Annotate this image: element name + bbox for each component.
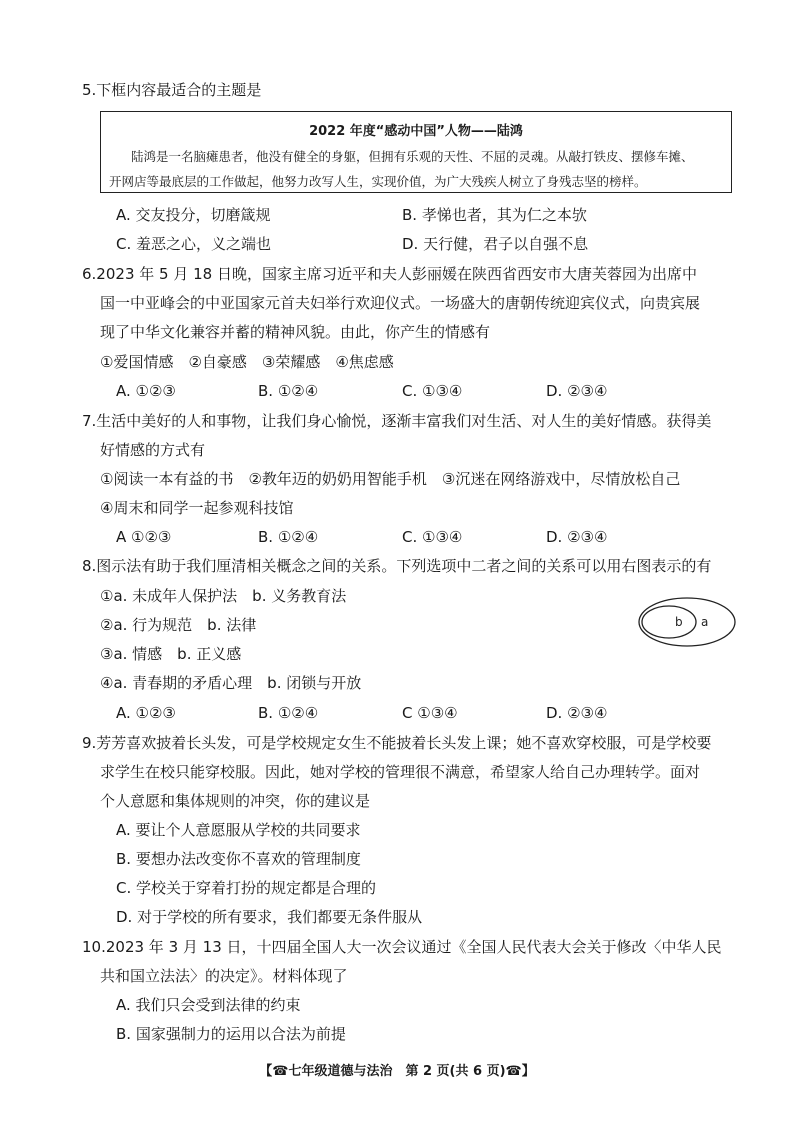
q7-items-line2: ④周末和同学一起参观科技馆 — [100, 499, 294, 517]
q8-item1: ①a. 未成年人保护法 b. 义务教育法 — [100, 587, 347, 605]
q8-option-c: C ①③④ — [402, 704, 458, 722]
q8-item3: ③a. 情感 b. 正义感 — [100, 645, 242, 663]
q9-option-b: B. 要想办法改变你不喜欢的管理制度 — [116, 850, 361, 868]
venn-diagram — [637, 596, 737, 648]
q8-option-b: B. ①②④ — [258, 704, 319, 722]
q6-stem-line3: 现了中华文化兼容并蓄的精神风貌。由此，你产生的情感有 — [100, 323, 491, 341]
q6-stem-line2: 国一中亚峰会的中亚国家元首夫妇举行欢迎仪式。一场盛大的唐朝传统迎宾仪式，向贵宾展 — [100, 294, 701, 312]
q7-items-line1: ①阅读一本有益的书 ②教年迈的奶奶用智能手机 ③沉迷在网络游戏中，尽情放松自己 — [100, 470, 681, 488]
q7-option-a: A ①②③ — [116, 528, 172, 546]
q9-option-a: A. 要让个人意愿服从学校的共同要求 — [116, 821, 361, 839]
q5-option-c: C. 羞恶之心，义之端也 — [116, 235, 272, 253]
q9-stem-line2: 求学生在校只能穿校服。因此，她对学校的管理很不满意，希望家人给自己办理转学。面对 — [100, 763, 701, 781]
page-footer: 【☎七年级道德与法治 第 2 页(共 6 页)☎】 — [259, 1064, 535, 1079]
q6-option-d: D. ②③④ — [546, 382, 608, 400]
q9-option-d: D. 对于学校的所有要求，我们都要无条件服从 — [116, 908, 423, 926]
q6-items: ①爱国情感 ②自豪感 ③荣耀感 ④焦虑感 — [100, 353, 394, 371]
q10-option-a: A. 我们只会受到法律的约束 — [116, 996, 301, 1014]
q9-stem-line3: 个人意愿和集体规则的冲突，你的建议是 — [100, 792, 371, 810]
q7-stem-line1: 7.生活中美好的人和事物，让我们身心愉悦，逐渐丰富我们对生活、对人生的美好情感。获得美 — [82, 412, 712, 430]
q5-option-d: D. 天行健，君子以自强不息 — [402, 235, 589, 253]
q5-option-b: B. 孝悌也者，其为仁之本欤 — [402, 206, 587, 224]
q5-option-a: A. 交友投分，切磨箴规 — [116, 206, 271, 224]
q7-option-c: C. ①③④ — [402, 528, 463, 546]
q6-stem-line1: 6.2023 年 5 月 18 日晚，国家主席习近平和夫人彭丽媛在陕西省西安市大唐芙蓉园为出席中 — [82, 265, 697, 283]
q8-stem-line1: 8.图示法有助于我们厘清相关概念之间的关系。下列选项中二者之间的关系可以用右图表示的有 — [82, 557, 712, 575]
q9-stem-line1: 9.芳芳喜欢披着长头发，可是学校规定女生不能披着长头发上课；她不喜欢穿校服，可是学校要 — [82, 734, 712, 752]
q8-option-a: A. ①②③ — [116, 704, 176, 722]
q5-box-line1: 陆鸿是一名脑瘫患者，他没有健全的身躯，但拥有乐观的天性、不屈的灵魂。从敲打铁皮、摆修车摊、 — [131, 149, 694, 164]
q5-box-title: 2022 年度“感动中国”人物——陆鸿 — [309, 124, 523, 139]
q6-option-b: B. ①②④ — [258, 382, 319, 400]
venn-inner-ellipse — [642, 606, 696, 638]
q8-option-d: D. ②③④ — [546, 704, 608, 722]
venn-outer-label: a — [701, 615, 709, 629]
q5-material-box — [100, 111, 732, 193]
q5-stem: 5.下框内容最适合的主题是 — [82, 81, 262, 99]
q5-box-line2: 开网店等最底层的工作做起，他努力改写人生，实现价值，为广大残疾人树立了身残志坚的榜样。 — [109, 174, 647, 189]
venn-outer-ellipse — [639, 598, 735, 646]
q9-option-c: C. 学校关于穿着打扮的规定都是合理的 — [116, 879, 377, 897]
q10-stem-line2: 共和国立法法〉的决定》。材料体现了 — [100, 967, 348, 985]
venn-inner-label: b — [675, 615, 683, 629]
q10-stem-line1: 10.2023 年 3 月 13 日，十四届全国人大一次会议通过《全国人民代表大会关于修改〈中华人民 — [82, 938, 722, 956]
q6-option-a: A. ①②③ — [116, 382, 176, 400]
q6-option-c: C. ①③④ — [402, 382, 463, 400]
q7-option-b: B. ①②④ — [258, 528, 319, 546]
q8-item2: ②a. 行为规范 b. 法律 — [100, 616, 257, 634]
q7-option-d: D. ②③④ — [546, 528, 608, 546]
q10-option-b: B. 国家强制力的运用以合法为前提 — [116, 1025, 346, 1043]
q8-item4: ④a. 青春期的矛盾心理 b. 闭锁与开放 — [100, 674, 362, 692]
q7-stem-line2: 好情感的方式有 — [100, 441, 206, 459]
